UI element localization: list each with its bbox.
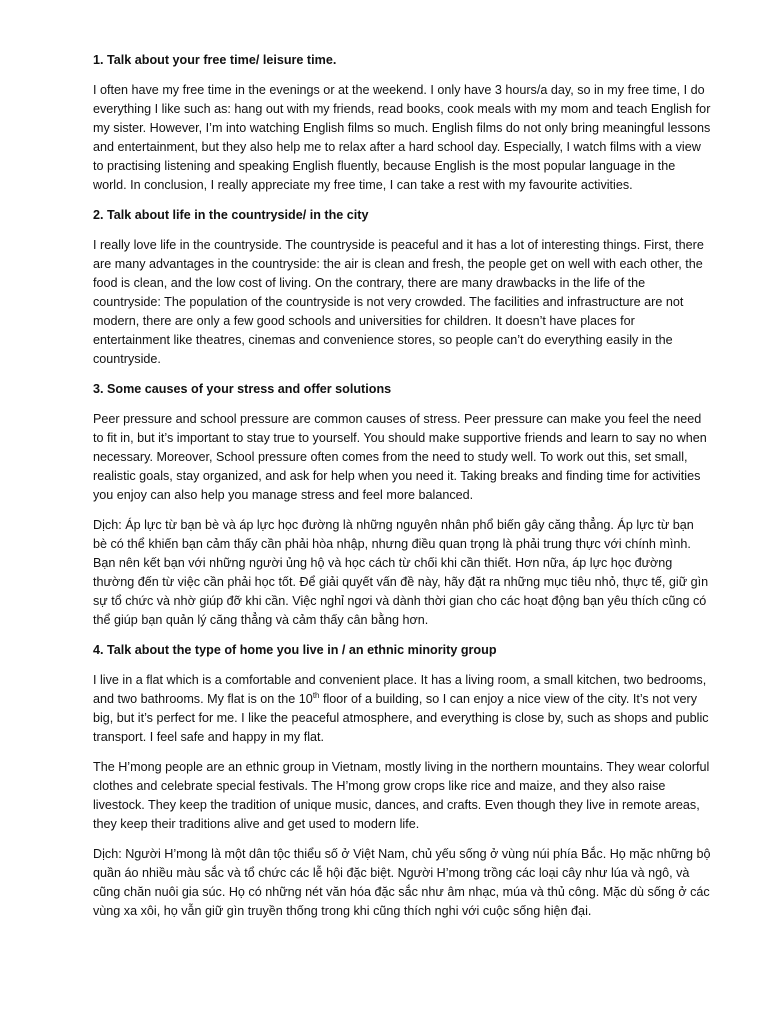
section-4-hmong-paragraph-english: The H’mong people are an ethnic group in Vietnam, mostly living in the northern mountains. They wear colorful clothes and celebrate special festivals. The H’mong grow crops like rice and maize, and they also raise livestock. They keep the tradition of unique music, dances, and crafts. Even though they live in remote areas, they keep their traditions alive and get used to modern life. [93,760,710,831]
section-4-home-paragraph [93,671,711,747]
section-2-paragraph: I really love life in the countryside. The countryside is peaceful and it has a lot of interesting things. First, there are many advantages in the countryside: the air is clean and fresh, the people get on well with each other, the food is clean, and the low cost of living. On the contrary, there are many drawbacks in the life of the countryside: The population of the countryside is not very crowded. The facilities and infrastructure are not modern, there are only a few good schools and universities for children. It doesn’t have places for entertainment like theatres, cinemas and convenience stores, so people can’t do everything easily in the countryside. [93,238,704,366]
section-1-heading: 1. Talk about your free time/ leisure time. [93,53,337,67]
section-3-paragraph-vietnamese: Dịch: Áp lực từ bạn bè và áp lực học đường là những nguyên nhân phổ biến gây căng thẳng. Áp lực từ bạn bè có thể khiến bạn cảm thấy cần phải hòa nhập, nhưng điều quan trọng là phải trung thực với chính mình. Bạn nên kết bạn với những người ủng hộ và học cách từ chối khi cần thiết. Hơn nữa, áp lực học đường thường đến từ việc cần phải học tốt. Để giải quyết vấn đề này, hãy đặt ra những mục tiêu nhỏ, thực tế, giữ gìn sự tổ chức và nhờ giúp đỡ khi cần. Việc nghỉ ngơi và dành thời gian cho các hoạt động bạn yêu thích cũng có thể giúp bạn quản lý căng thẳng và cảm thấy cân bằng hơn. [93,518,709,627]
section-3-heading: 3. Some causes of your stress and offer solutions [93,382,392,396]
section-1-paragraph: I often have my free time in the evenings or at the weekend. I only have 3 hours/a day, so in my free time, I do everything I like such as: hang out with my friends, read books, cook meals with my mom and teach English for my sister. However, I’m into watching English films so much. English films do not only bring meaningful lessons and entertainment, but they also help me to relax after a hard school day. Especially, I watch films with a view to practising listening and speaking English fluently, because English is the most popular language in the world. In conclusion, I really appreciate my free time, I can take a rest with my favourite activities. [93,83,711,192]
home-text-after: floor of a building, so I can enjoy a nice view of the city. It’s not very big, but it’s perfect for me. I like the peaceful atmosphere, and everything is close by, such as shops and public transport. I feel safe and happy in my flat. [93,692,709,744]
home-text-before: I live in a flat which is a comfortable and convenient place. It has a living room, a small kitchen, two bedrooms, and two bathrooms. My flat is on the 10 [93,673,707,706]
ordinal-superscript: th [312,690,320,700]
document-page [93,51,711,932]
section-3-paragraph-english: Peer pressure and school pressure are common causes of stress. Peer pressure can make you feel the need to fit in, but it’s important to stay true to yourself. You should make supportive friends and learn to say no when necessary. Moreover, School pressure often comes from the need to study well. To work out this, set small, realistic goals, stay organized, and ask for help when you need it. Taking breaks and finding time for activities you enjoy can also help you manage stress and feel more balanced. [93,412,707,502]
section-4-hmong-paragraph-vietnamese: Dịch: Người H’mong là một dân tộc thiểu số ở Việt Nam, chủ yếu sống ở vùng núi phía Bắc. Họ mặc những bộ quần áo nhiều màu sắc và tổ chức các lễ hội đặc biệt. Người H’mong trồng các loại cây như lúa và ngô, và cũng chăn nuôi gia súc. Họ có những nét văn hóa đặc sắc như âm nhạc, múa và thủ công. Mặc dù sống ở các vùng xa xôi, họ vẫn giữ gìn truyền thống trong khi cũng thích nghi với cuộc sống hiện đại. [93,847,711,918]
section-4-heading: 4. Talk about the type of home you live in / an ethnic minority group [93,643,497,657]
section-2-heading: 2. Talk about life in the countryside/ in the city [93,208,369,222]
